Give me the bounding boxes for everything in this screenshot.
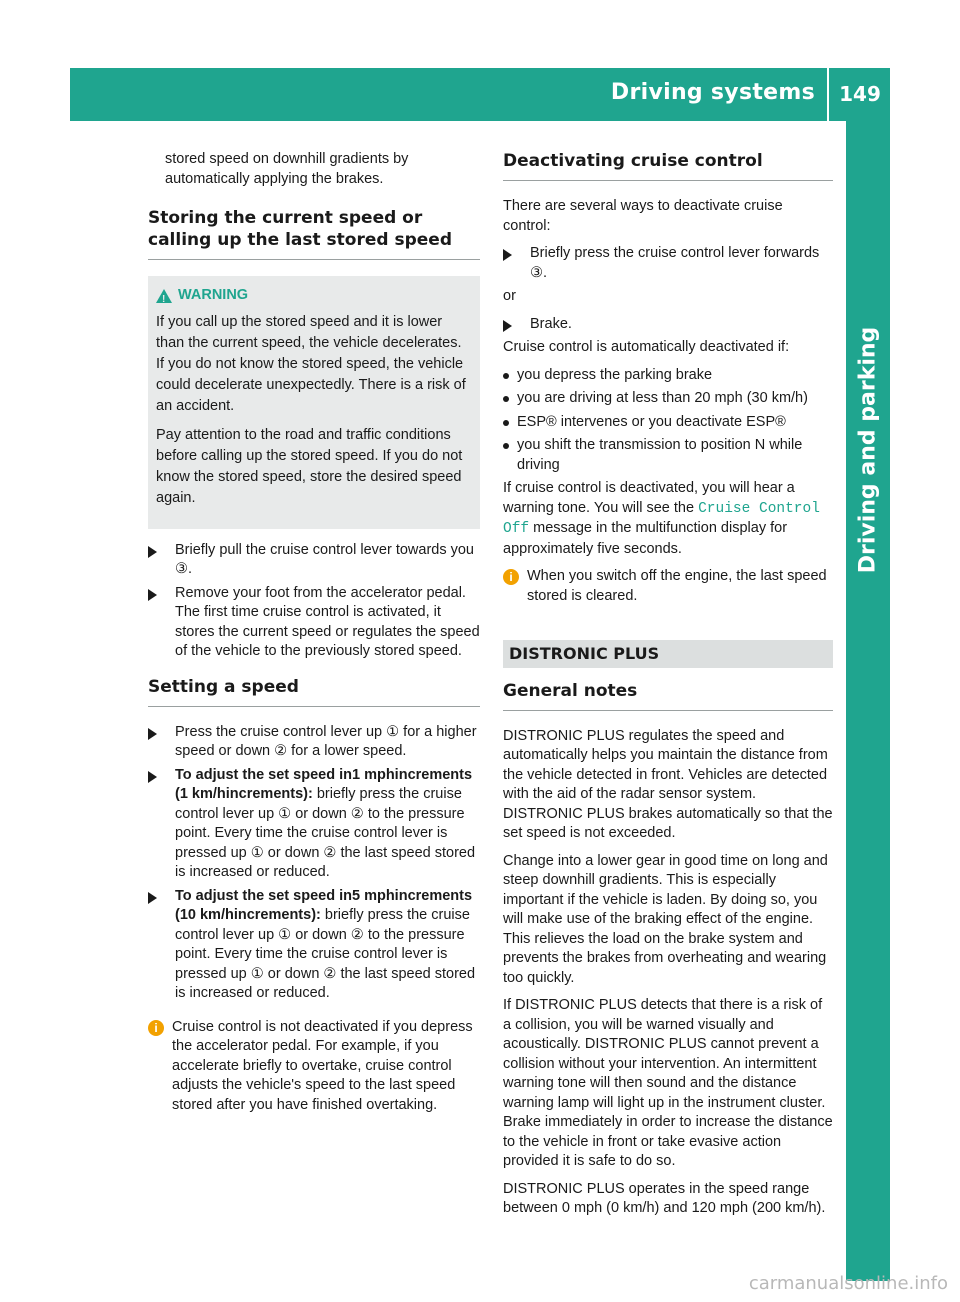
header-divider xyxy=(827,68,829,121)
info-text: Cruise control is not deactivated if you depress the accelerator pedal. For example, if you accelerate briefly to overtake, cruise control adjusts the vehicle's speed to the last speed stored after you have finished overtaking. xyxy=(172,1018,473,1113)
paragraph: stored speed on downhill gradients by automatically applying the brakes. xyxy=(165,151,409,187)
step-text xyxy=(175,766,480,883)
divider xyxy=(503,710,833,711)
instruction-step xyxy=(503,244,833,283)
paragraph: DISTRONIC PLUS regulates the speed and automatically helps you maintain the distance from the vehicle detected in front. Vehicles are detected with the aid of the radar sensor system. DISTRONIC PLUS brakes automatically so that the set speed is not exceeded. xyxy=(503,727,833,841)
step-text: Briefly pull the cruise control lever towards you ③. xyxy=(175,541,474,577)
list-item xyxy=(503,413,833,433)
section-heading: General notes xyxy=(503,680,638,701)
warning-title: WARNING xyxy=(178,287,249,303)
paragraph xyxy=(503,479,833,559)
step-text: Remove your foot from the accelerator pedal. The first time cruise control is activated, it stores the current speed or regulates the speed of the vehicle to the previously stored speed. xyxy=(175,584,480,659)
divider xyxy=(503,180,833,181)
instruction-step xyxy=(148,541,480,580)
side-tab-bar xyxy=(846,121,890,1281)
right-column xyxy=(503,150,833,1227)
paragraph: Change into a lower gear in good time on long and steep downhill gradients. This is especially important if the vehicle is laden. By doing so, you will make use of the braking effect of the engine. This relieves the load on the brake system and prevents the brakes from overheating and wearing too quickly. xyxy=(503,852,828,986)
list-item xyxy=(503,366,833,386)
divider xyxy=(148,706,480,707)
paragraph-text: If cruise control is deactivated, you will hear a warning tone. You will see the xyxy=(503,480,795,516)
instruction-step xyxy=(503,315,833,335)
section-heading: Storing the current speed or calling up the last stored speed xyxy=(148,208,452,250)
display-message: Cruise Control Off xyxy=(503,500,820,537)
instruction-step xyxy=(148,584,480,662)
page-number: 149 xyxy=(839,82,881,106)
step-text xyxy=(175,887,480,1004)
bullet-dot xyxy=(503,443,509,449)
step-text: Briefly press the cruise control lever forwards ③. xyxy=(530,245,820,281)
instruction-step xyxy=(148,723,480,762)
paragraph: DISTRONIC PLUS operates in the speed range between 0 mph (0 km/h) and 120 mph (200 km/h). xyxy=(503,1180,826,1216)
bullet-dot xyxy=(503,373,509,379)
list-item-text: ESP® intervenes or you deactivate ESP® xyxy=(517,413,786,430)
list-item-text: you are driving at less than 20 mph (30 km/h) xyxy=(517,390,808,406)
paragraph-text: message in the multifunction display for approximately five seconds. xyxy=(503,520,788,557)
list-item xyxy=(503,389,833,409)
paragraph: There are several ways to deactivate cruise control: xyxy=(503,198,783,234)
instruction-step xyxy=(148,766,480,883)
warning-box xyxy=(148,276,480,529)
list-item-text: you shift the transmission to position N while driving xyxy=(517,437,803,473)
chapter-banner: DISTRONIC PLUS xyxy=(503,640,833,668)
warning-triangle-icon xyxy=(156,289,172,303)
step-bold-text: To adjust the set speed in1 mphincrements (1 km/hincrements): xyxy=(175,766,473,802)
bullet-dot xyxy=(503,420,509,426)
step-rest-text: briefly press the cruise control lever up ① or down ② to the pressure point. Every time the cruise control lever is pressed up ① or down ② the last speed stored is increased or reduced. xyxy=(175,907,476,1001)
section-heading: Setting a speed xyxy=(148,676,299,697)
side-tab xyxy=(845,300,891,600)
arrow-icon xyxy=(148,546,167,558)
info-note xyxy=(503,567,833,606)
list-item xyxy=(503,436,833,475)
paragraph: or xyxy=(503,288,516,304)
step-text: Press the cruise control lever up ① for a higher speed or down ② for a lower speed. xyxy=(175,723,477,759)
paragraph: Cruise control is automatically deactivated if: xyxy=(503,339,790,355)
warning-text: Pay attention to the road and traffic conditions before calling up the stored speed. If you do not know the stored speed, store the desired speed again. xyxy=(156,426,463,506)
warning-text: If you call up the stored speed and it is lower than the current speed, the vehicle decelerates. If you do not know the stored speed, the vehicle could decelerate unexpectedly. There is a risk of an accident. xyxy=(156,313,466,414)
arrow-icon xyxy=(148,589,167,601)
list-item-text: you depress the parking brake xyxy=(517,366,713,383)
info-icon: i xyxy=(503,569,519,585)
arrow-icon xyxy=(148,771,167,783)
divider xyxy=(148,259,480,260)
section-heading: Deactivating cruise control xyxy=(503,151,763,171)
info-text: When you switch off the engine, the last speed stored is cleared. xyxy=(527,568,827,604)
warning-header xyxy=(156,286,472,306)
arrow-icon xyxy=(503,249,522,261)
page-section-title: Driving systems xyxy=(610,80,815,105)
paragraph: If DISTRONIC PLUS detects that there is a risk of a collision, you will be warned visually and acoustically. DISTRONIC PLUS cannot prevent a collision without your intervention. An intermittent warning tone will then sound and the distance warning lamp will light up in the instrument cluster. Brake immediately in order to increase the distance to the vehicle in front or take evasive action provided it is safe to do so. xyxy=(503,997,833,1169)
info-note xyxy=(148,1018,480,1116)
step-rest-text: briefly press the cruise control lever up ① or down ② to the pressure point. Every time the cruise control lever is pressed up ① or down ② the last speed stored is increased or reduced. xyxy=(175,786,476,880)
bullet-dot xyxy=(503,396,509,402)
arrow-icon xyxy=(148,892,167,904)
left-column xyxy=(148,150,480,1123)
info-icon: i xyxy=(148,1020,164,1036)
arrow-icon xyxy=(503,320,522,332)
step-bold-text: To adjust the set speed in5 mphincrements (10 km/hincrements): xyxy=(175,887,473,923)
arrow-icon xyxy=(148,728,167,740)
side-tab-label: Driving and parking xyxy=(855,326,881,574)
header-bar xyxy=(70,68,890,121)
watermark: carmanualsonline.info xyxy=(748,1273,948,1294)
step-text: Brake. xyxy=(530,315,572,332)
instruction-step xyxy=(148,887,480,1004)
